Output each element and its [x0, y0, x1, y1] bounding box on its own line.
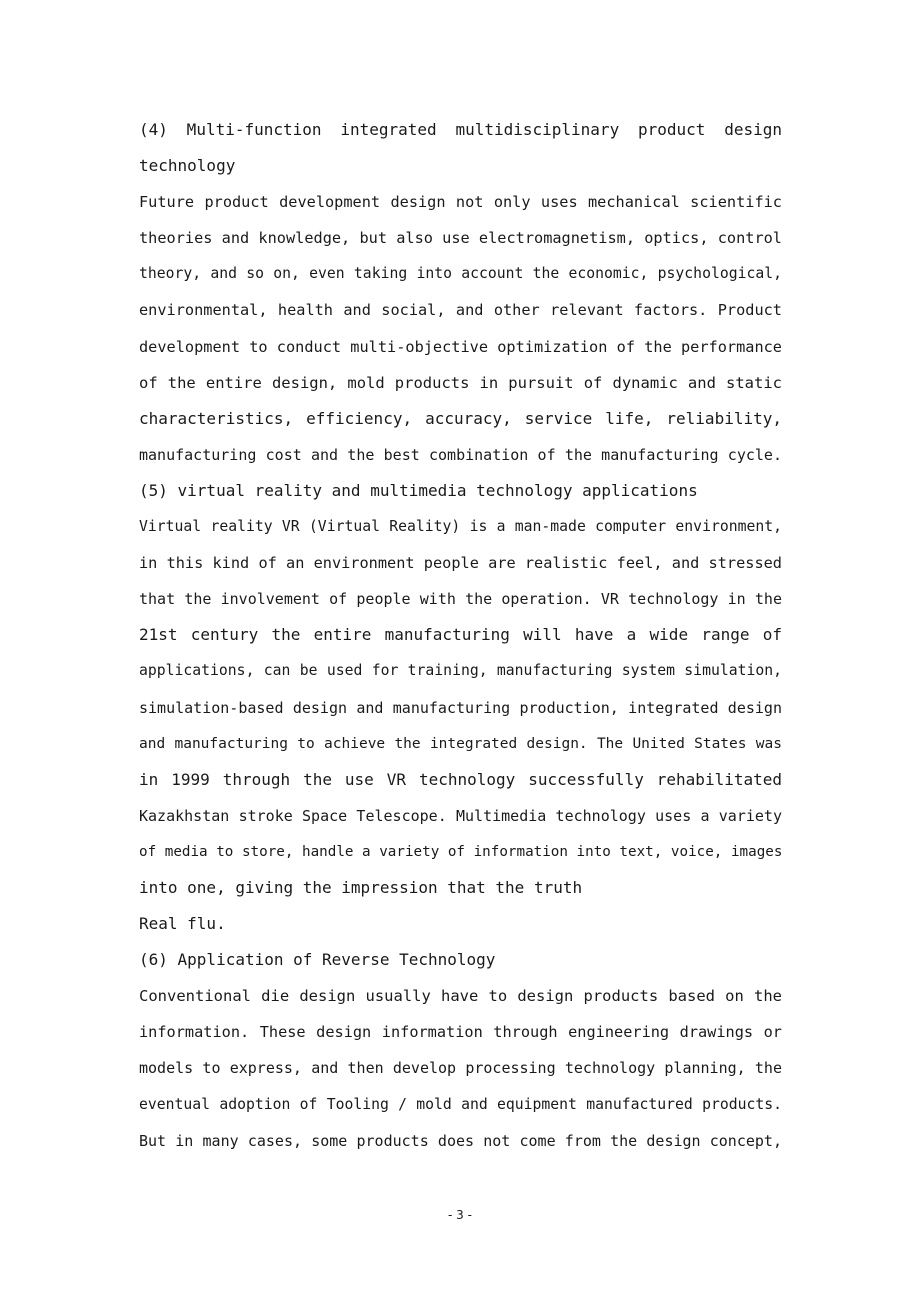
paragraph-line: models to express, and then develop processing technology planning, the — [139, 1059, 782, 1078]
section-heading-4-continued: technology — [139, 156, 236, 176]
paragraph-line: eventual adoption of Tooling / mold and equipment manufactured products. — [139, 1095, 782, 1113]
paragraph-line: in 1999 through the use VR technology successfully rehabilitated — [139, 769, 782, 789]
paragraph-line: development to conduct multi-objective optimization of the performance — [139, 337, 782, 356]
paragraph-line: theories and knowledge, but also use electromagnetism, optics, control — [139, 229, 782, 248]
paragraph-line: Kazakhstan stroke Space Telescope. Multimedia technology uses a variety — [139, 806, 782, 825]
paragraph-line: theory, and so on, even taking into account the economic, psychological, — [139, 265, 782, 283]
paragraph-line: Real flu. — [139, 914, 226, 934]
paragraph-line: manufacturing cost and the best combination of the manufacturing cycle. — [139, 445, 782, 464]
paragraph-line: in this kind of an environment people are realistic feel, and stressed — [139, 554, 782, 573]
paragraph-line: and manufacturing to achieve the integrated design. The United States was — [139, 735, 782, 752]
page-number: - 3 - — [448, 1208, 472, 1222]
paragraph-line: 21st century the entire manufacturing will have a wide range of — [139, 625, 782, 645]
paragraph-line: Virtual reality VR (Virtual Reality) is a man-made computer environment, — [139, 518, 782, 536]
paragraph-line: into one, giving the impression that the truth — [139, 877, 583, 897]
paragraph-line: Conventional die design usually have to design products based on the — [139, 987, 782, 1006]
paragraph-line: Future product development design not only uses mechanical scientific — [139, 193, 782, 212]
section-heading-6: (6) Application of Reverse Technology — [139, 950, 496, 970]
paragraph-line: of the entire design, mold products in pursuit of dynamic and static — [139, 373, 782, 392]
paragraph-line: that the involvement of people with the operation. VR technology in the — [139, 590, 782, 609]
body-text — [139, 112, 782, 1159]
section-heading-5: (5) virtual reality and multimedia technology applications — [139, 480, 698, 500]
paragraph-line: of media to store, handle a variety of information into text, voice, images — [139, 843, 782, 860]
paragraph-line: applications, can be used for training, manufacturing system simulation, — [139, 662, 782, 680]
paragraph-line: environmental, health and social, and other relevant factors. Product — [139, 301, 782, 320]
paragraph-line: simulation-based design and manufacturing production, integrated design — [139, 698, 782, 717]
paragraph-line: characteristics, efficiency, accuracy, service life, reliability, — [139, 408, 782, 428]
paragraph-line: information. These design information through engineering drawings or — [139, 1023, 782, 1042]
section-heading-4: (4) Multi-function integrated multidisciplinary product design — [139, 120, 782, 139]
paragraph-line: But in many cases, some products does not come from the design concept, — [139, 1131, 782, 1150]
